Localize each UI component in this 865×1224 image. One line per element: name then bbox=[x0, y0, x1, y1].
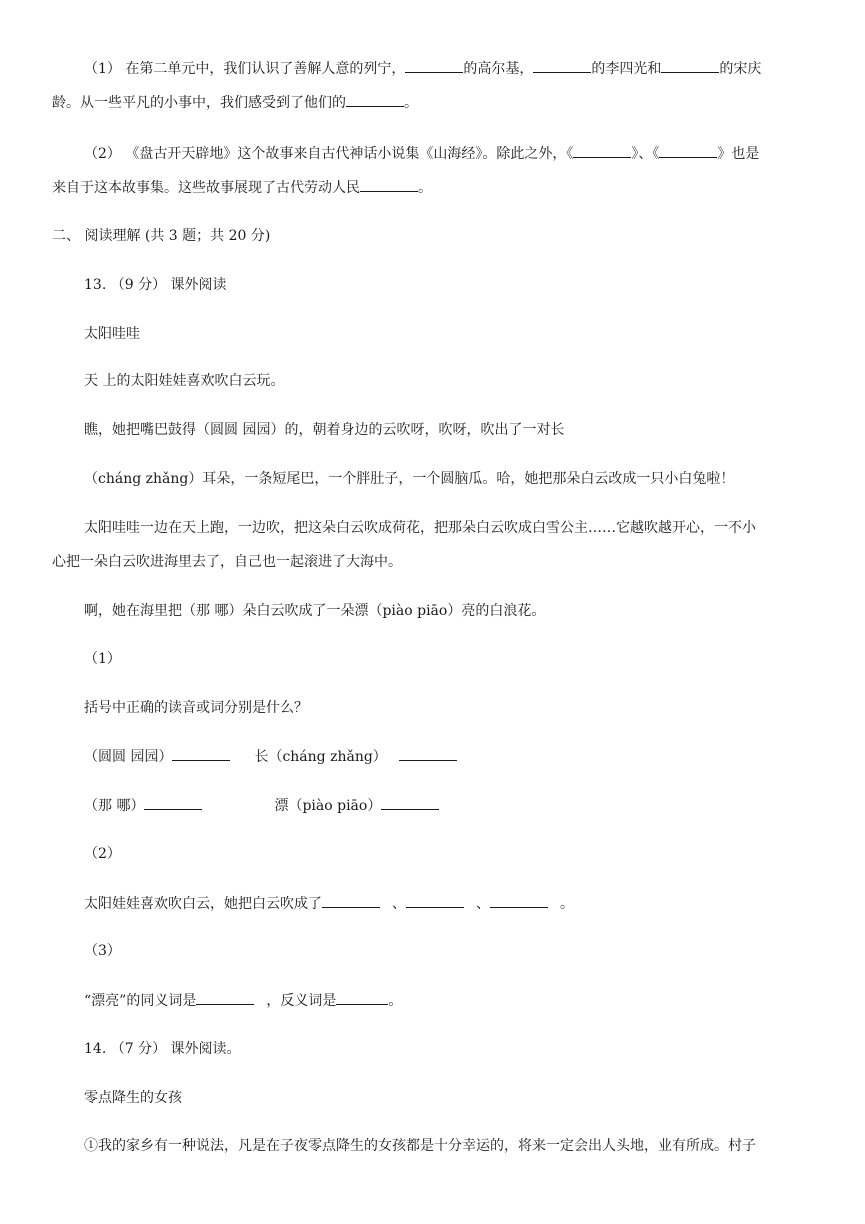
q13-sub3-text-c: 。 bbox=[388, 993, 403, 1009]
q13-sub1-prompt: 括号中正确的读音或词分别是什么？ bbox=[84, 700, 308, 716]
answer-blank[interactable] bbox=[360, 177, 418, 192]
q13-sub1-row1 bbox=[84, 746, 457, 767]
answer-blank[interactable] bbox=[399, 746, 457, 761]
answer-blank[interactable] bbox=[490, 893, 548, 908]
q14-story-title: 零点降生的女孩 bbox=[84, 1090, 182, 1106]
q13-header: 13. （9 分） 课外阅读 bbox=[84, 277, 227, 293]
q12-part1-text-f: 。 bbox=[404, 95, 418, 111]
q13-sub2-separator: 、 bbox=[392, 896, 406, 912]
q12-part2-text-b: 》、《 bbox=[631, 146, 660, 162]
q12-part1-text-b: 的高尔基， bbox=[463, 61, 534, 77]
answer-blank[interactable] bbox=[573, 143, 631, 158]
q13-para2-line1: 瞧，她把嘴巴鼓得（圆圆 园园）的，朝着身边的云吹呀，吹呀，吹出了一对长 bbox=[84, 422, 565, 438]
q13-para3-line1: 太阳哇哇一边在天上跑，一边吹，把这朵白云吹成荷花，把那朵白云吹成白雪公主……它越吹越开心，一不小 bbox=[84, 520, 756, 536]
answer-blank[interactable] bbox=[196, 990, 254, 1005]
q12-part1-text-d: 的宋庆 bbox=[719, 61, 762, 77]
answer-blank[interactable] bbox=[172, 746, 230, 761]
q13-para2-line2: （cháng zhǎng）耳朵，一条短尾巴，一个胖肚子，一个圆脑瓜。哈，她把那朵白云改成一只小白兔啦！ bbox=[84, 471, 735, 487]
q12-part1-line2 bbox=[52, 92, 418, 113]
answer-blank[interactable] bbox=[659, 143, 717, 158]
answer-blank[interactable] bbox=[533, 58, 591, 73]
q13-sub2-end: 。 bbox=[560, 896, 574, 912]
q12-part1-line1 bbox=[84, 58, 761, 79]
q12-part1-text-a: （1） 在第二单元中，我们认识了善解人意的列宁， bbox=[84, 61, 406, 77]
answer-blank[interactable] bbox=[405, 58, 463, 73]
q12-part2-text-e: 。 bbox=[418, 180, 432, 196]
q13-sub1-option-a: （圆圆 园园） bbox=[84, 749, 173, 765]
q13-para4: 啊，她在海里把（那 哪）朵白云吹成了一朵漂（piào piāo）亮的白浪花。 bbox=[84, 603, 546, 619]
q13-para1: 天 上的太阳娃娃喜欢吹白云玩。 bbox=[84, 373, 285, 389]
q12-part1-text-c: 的李四光和 bbox=[591, 61, 662, 77]
q13-sub1-option-b: 长（cháng zhǎng） bbox=[254, 749, 387, 765]
answer-blank[interactable] bbox=[661, 58, 719, 73]
q13-sub2-prompt: 太阳娃娃喜欢吹白云，她把白云吹成了 bbox=[84, 896, 322, 912]
q13-sub1-option-c: （那 哪） bbox=[84, 798, 145, 814]
q13-sub1-row2 bbox=[84, 795, 439, 816]
q12-part2-text-d: 来自于这本故事集。这些故事展现了古代劳动人民 bbox=[52, 180, 360, 196]
answer-blank[interactable] bbox=[336, 990, 388, 1005]
q12-part2-text-a: （2） 《盘古开天辟地》这个故事来自古代神话小说集《山海经》。除此之外，《 bbox=[84, 146, 574, 162]
q13-sub2-separator: 、 bbox=[476, 896, 490, 912]
section-heading: 二、 阅读理解 (共 3 题；共 20 分) bbox=[52, 228, 271, 244]
q13-sub1-number: （1） bbox=[84, 651, 121, 667]
q13-sub3-number: （3） bbox=[84, 943, 121, 959]
q12-part2-text-c: 》也是 bbox=[717, 146, 760, 162]
answer-blank[interactable] bbox=[381, 795, 439, 810]
q13-para3-line2: 心把一朵白云吹进海里去了，自己也一起滚进了大海中。 bbox=[52, 554, 402, 570]
q14-header: 14. （7 分） 课外阅读。 bbox=[84, 1041, 241, 1057]
q12-part1-text-e: 龄。从一些平凡的小事中，我们感受到了他们的 bbox=[52, 95, 346, 111]
q12-part2-line1 bbox=[84, 143, 759, 164]
q13-sub3-text-a: “漂亮”的同义词是 bbox=[84, 993, 197, 1009]
q13-sub2-number: （2） bbox=[84, 846, 121, 862]
q14-para1-line1: ①我的家乡有一种说法，凡是在子夜零点降生的女孩都是十分幸运的，将来一定会出人头地，业有所成。村子 bbox=[84, 1138, 756, 1154]
q13-story-title: 太阳哇哇 bbox=[84, 326, 140, 342]
answer-blank[interactable] bbox=[346, 92, 404, 107]
q13-sub3-text-b: ，反义词是 bbox=[266, 993, 337, 1009]
answer-blank[interactable] bbox=[144, 795, 202, 810]
q12-part2-line2 bbox=[52, 177, 432, 198]
q13-sub1-option-d: 漂（piào piāo） bbox=[274, 798, 382, 814]
answer-blank[interactable] bbox=[322, 893, 380, 908]
q13-sub3-line bbox=[84, 990, 402, 1011]
q13-sub2-line bbox=[84, 893, 574, 914]
answer-blank[interactable] bbox=[406, 893, 464, 908]
